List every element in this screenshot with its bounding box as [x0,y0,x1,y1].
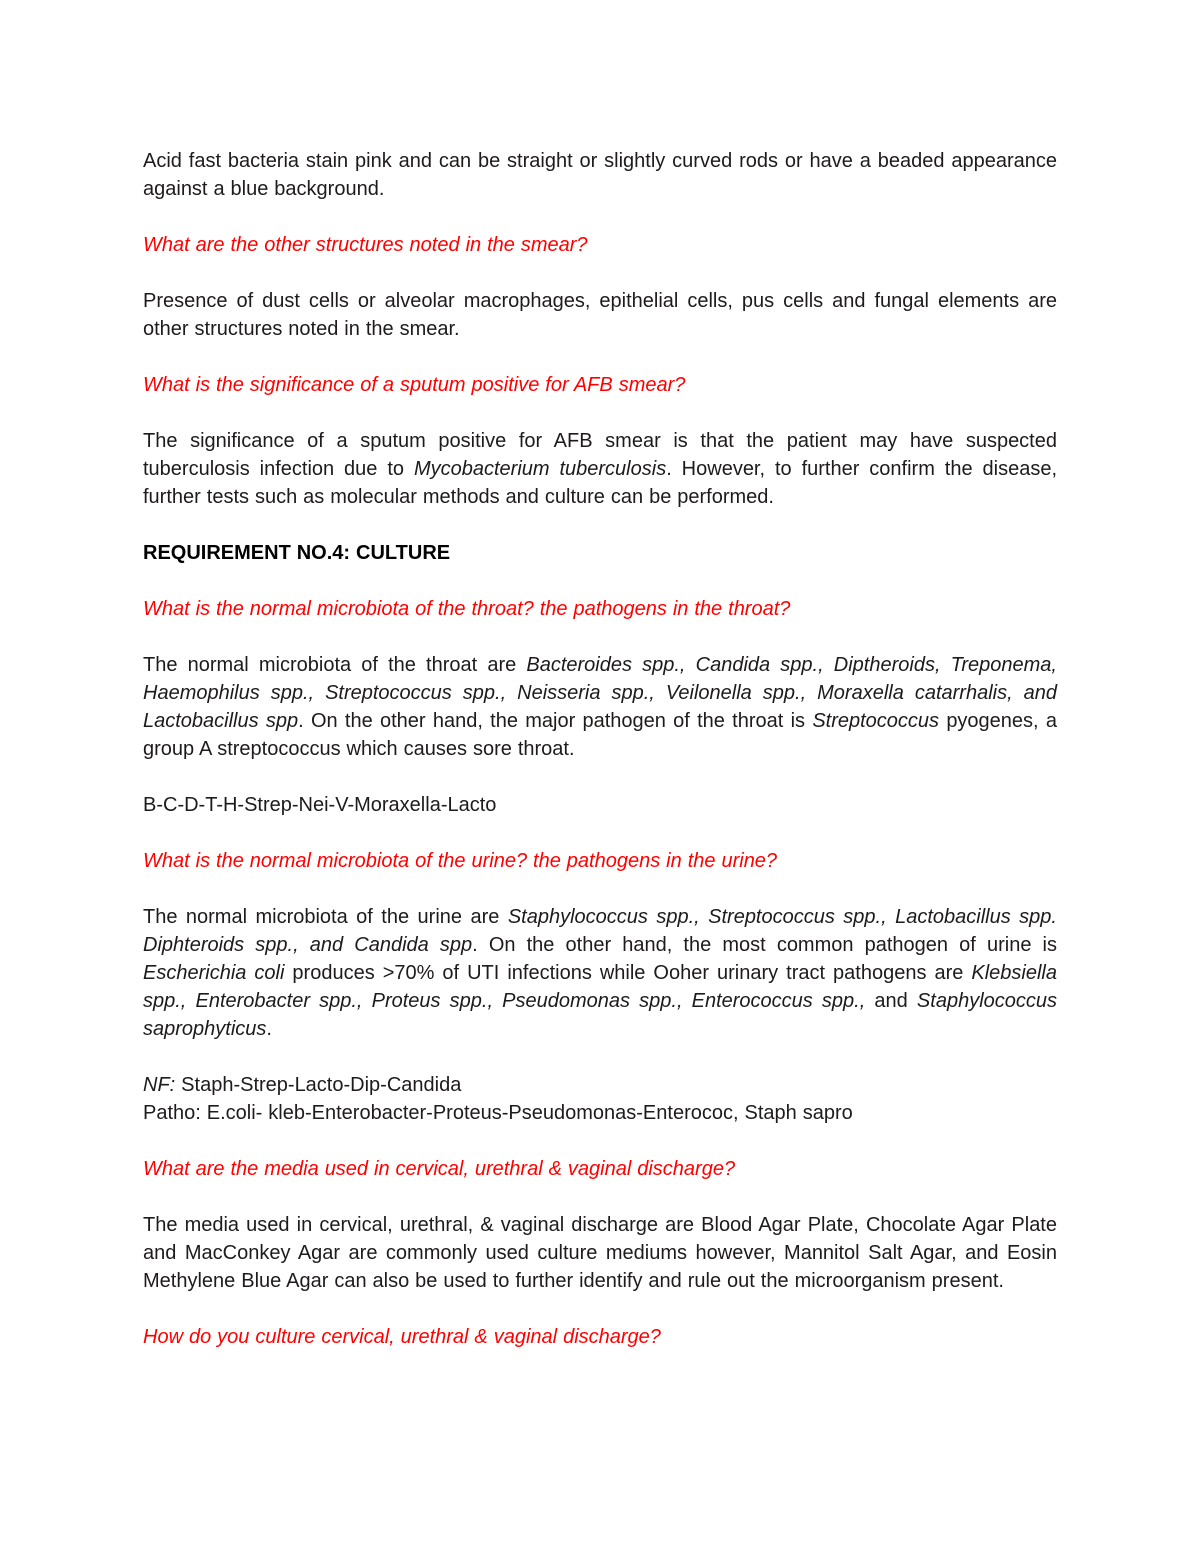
text-run: Presence of dust cells or alveolar macrophages, epithelial cells, pus cells and fungal elements are other structures noted in the smear. [143,290,1057,340]
text-run-italic: Klebsiella spp., Enterobacter spp., Proteus spp., Pseudomonas spp., Enterococcus spp., [143,962,1057,1012]
paragraph-urine-microbiota [143,903,1057,1043]
paragraph-acid-fast-appearance [143,147,1057,203]
text-run-italic: Staphylococcus spp., Streptococcus spp., Lactobacillus spp. Diphteroids spp., and Candida spp [143,906,1057,956]
text-run-italic: NF: [143,1074,176,1096]
text-run: Staph-Strep-Lacto-Dip-Candida [175,1074,462,1096]
text-run-italic: Escherichia coli [143,962,285,984]
mnemonic-urine-pathogens [143,1099,1057,1127]
text-run-italic: Bacteroides spp., Candida spp., Diptheroids, Treponema, Haemophilus spp., Streptococcus spp., Neisseria spp., Veilonella spp., Moraxella catarrhalis, and Lactobacillus spp [143,654,1057,732]
text-run: The normal microbiota of the throat are [143,654,527,676]
question-afb-significance [143,371,1057,399]
mnemonic-throat [143,791,1057,819]
text-run: What is the normal microbiota of the throat? the pathogens in the throat? [143,598,791,620]
text-run: What is the significance of a sputum positive for AFB smear? [143,374,686,396]
question-urine-microbiota [143,847,1057,875]
paragraph-throat-microbiota [143,651,1057,763]
text-run: REQUIREMENT NO.4: CULTURE [143,542,451,564]
text-run: Acid fast bacteria stain pink and can be straight or slightly curved rods or have a beaded appearance against a blue background. [143,150,1057,200]
text-run: What is the normal microbiota of the urine? the pathogens in the urine? [143,850,778,872]
text-run: and [865,990,917,1012]
text-run: What are the media used in cervical, urethral & vaginal discharge? [143,1158,736,1180]
section-heading-culture [143,539,1057,567]
question-discharge-media [143,1155,1057,1183]
text-run-italic: Streptococcus [812,710,940,732]
question-discharge-culture-method [143,1323,1057,1351]
text-run: The significance of a sputum positive for AFB smear is that the patient may have suspected tuberculosis infection due to [143,430,1057,480]
paragraph-discharge-media [143,1211,1057,1295]
text-run: B-C-D-T-H-Strep-Nei-V-Moraxella-Lacto [143,794,497,816]
text-run: . [266,1018,272,1040]
paragraph-afb-significance [143,427,1057,511]
text-run: pyogenes, a group A streptococcus which causes sore throat. [143,710,1057,760]
text-run: The media used in cervical, urethral, & vaginal discharge are Blood Agar Plate, Chocolate Agar Plate and MacConkey Agar are commonly used culture mediums however, Mannitol Salt Agar, and Eosin Methylene Blue Agar can also be used to further identify and rule out the microorganism present. [143,1214,1057,1292]
text-run-italic: Mycobacterium tuberculosis [413,458,667,480]
text-run: produces >70% of UTI infections while Ooher urinary tract pathogens are [284,962,972,984]
text-run: What are the other structures noted in the smear? [143,234,588,256]
text-run-italic: Staphylococcus saprophyticus [143,990,1057,1040]
paragraph-other-structures [143,287,1057,343]
text-run: . However, to further confirm the disease, further tests such as molecular methods and culture can be performed. [143,458,1057,508]
question-throat-microbiota [143,595,1057,623]
question-other-structures [143,231,1057,259]
text-run: Patho: E.coli- kleb-Enterobacter-Proteus-Pseudomonas-Enterococ, Staph sapro [143,1102,853,1124]
mnemonic-urine-normal-flora [143,1071,1057,1099]
text-run: . On the other hand, the major pathogen of the throat is [298,710,813,732]
text-run: How do you culture cervical, urethral & vaginal discharge? [143,1326,661,1348]
text-run: The normal microbiota of the urine are [143,906,508,928]
text-run: . On the other hand, the most common pathogen of urine is [472,934,1058,956]
